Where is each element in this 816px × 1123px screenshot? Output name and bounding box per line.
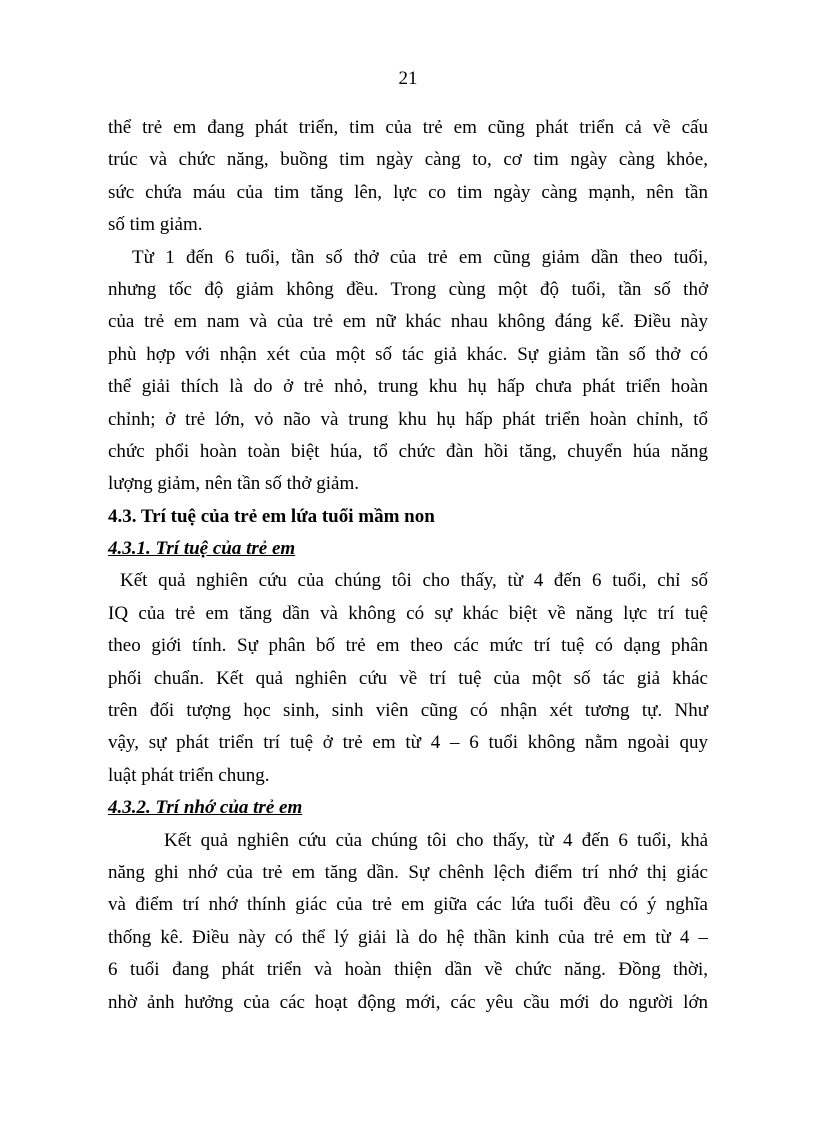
text-line: nhưng tốc độ giảm không đều. Trong cùng một độ tuổi, tần số thở xyxy=(108,278,708,300)
text-line: và điểm trí nhớ thính giác của trẻ em giữa các lứa tuổi đều có ý nghĩa xyxy=(108,894,708,916)
paragraph-heart-rate xyxy=(108,112,708,242)
document-body xyxy=(108,112,708,1019)
text-line: vậy, sự phát triển trí tuệ ở trẻ em từ 4 – 6 tuổi không nằm ngoài quy xyxy=(108,732,708,754)
text-line: chức phổi hoàn toàn biệt húa, tổ chức đàn hồi tăng, chuyển húa năng xyxy=(108,440,708,462)
text-line: nhờ ảnh hưởng của các hoạt động mới, các yêu cầu mới do người lớn xyxy=(108,991,708,1013)
text-line: luật phát triển chung. xyxy=(108,764,270,786)
text-line: sức chứa máu của tim tăng lên, lực co tim ngày càng mạnh, nên tần xyxy=(108,181,708,203)
text-line: thể trẻ em đang phát triển, tim của trẻ em cũng phát triển cả về cấu xyxy=(108,117,708,138)
text-line: Từ 1 đến 6 tuổi, tần số thở của trẻ em cũng giảm dần theo tuổi, xyxy=(132,246,708,268)
text-line: 6 tuổi đang phát triển và hoàn thiện dần về chức năng. Đồng thời, xyxy=(108,959,708,981)
text-line: theo giới tính. Sự phân bố trẻ em theo các mức trí tuệ có dạng phân xyxy=(108,635,708,657)
text-line: trên đối tượng học sinh, sinh viên cũng có nhận xét tương tự. Như xyxy=(108,700,708,722)
text-line: phối chuẩn. Kết quả nghiên cứu về trí tuệ của một số tác giả khác xyxy=(108,667,708,689)
subsection-heading-memory: 4.3.2. Trí nhớ của trẻ em xyxy=(108,797,303,819)
text-line: Kết quả nghiên cứu của chúng tôi cho thấy, từ 4 đến 6 tuổi, chỉ số xyxy=(120,570,708,592)
paragraph-intelligence xyxy=(108,565,708,792)
section-heading: 4.3. Trí tuệ của trẻ em lứa tuổi mầm non xyxy=(108,505,435,527)
text-line: phù hợp với nhận xét của một số tác giả khác. Sự giảm tần số thở có xyxy=(108,343,708,365)
text-line: IQ của trẻ em tăng dần và không có sự khác biệt về năng lực trí tuệ xyxy=(108,602,708,624)
text-line: của trẻ em nam và của trẻ em nữ khác nhau không đáng kể. Điều này xyxy=(108,311,708,333)
text-line: năng ghi nhớ của trẻ em tăng dần. Sự chênh lệch điểm trí nhớ thị giác xyxy=(108,861,708,883)
text-line: số tim giảm. xyxy=(108,214,203,236)
text-line: lượng giảm, nên tần số thở giảm. xyxy=(108,473,359,495)
text-line: trúc và chức năng, buồng tim ngày càng to, cơ tim ngày càng khỏe, xyxy=(108,149,708,171)
text-line: thống kê. Điều này có thể lý giải là do hệ thần kinh của trẻ em từ 4 – xyxy=(108,926,708,948)
page-number: 21 xyxy=(398,68,418,89)
paragraph-memory xyxy=(108,825,708,1019)
text-line: Kết quả nghiên cứu của chúng tôi cho thấy, từ 4 đến 6 tuổi, khả xyxy=(164,829,708,851)
paragraph-breathing-rate xyxy=(108,242,708,501)
subsection-heading-intelligence: 4.3.1. Trí tuệ của trẻ em xyxy=(108,538,296,560)
text-line: chỉnh; ở trẻ lớn, vỏ não và trung khu hụ hấp phát triển hoàn chỉnh, tổ xyxy=(108,408,708,430)
text-line: thể giải thích là do ở trẻ nhỏ, trung khu hụ hấp chưa phát triển hoàn xyxy=(108,376,708,398)
